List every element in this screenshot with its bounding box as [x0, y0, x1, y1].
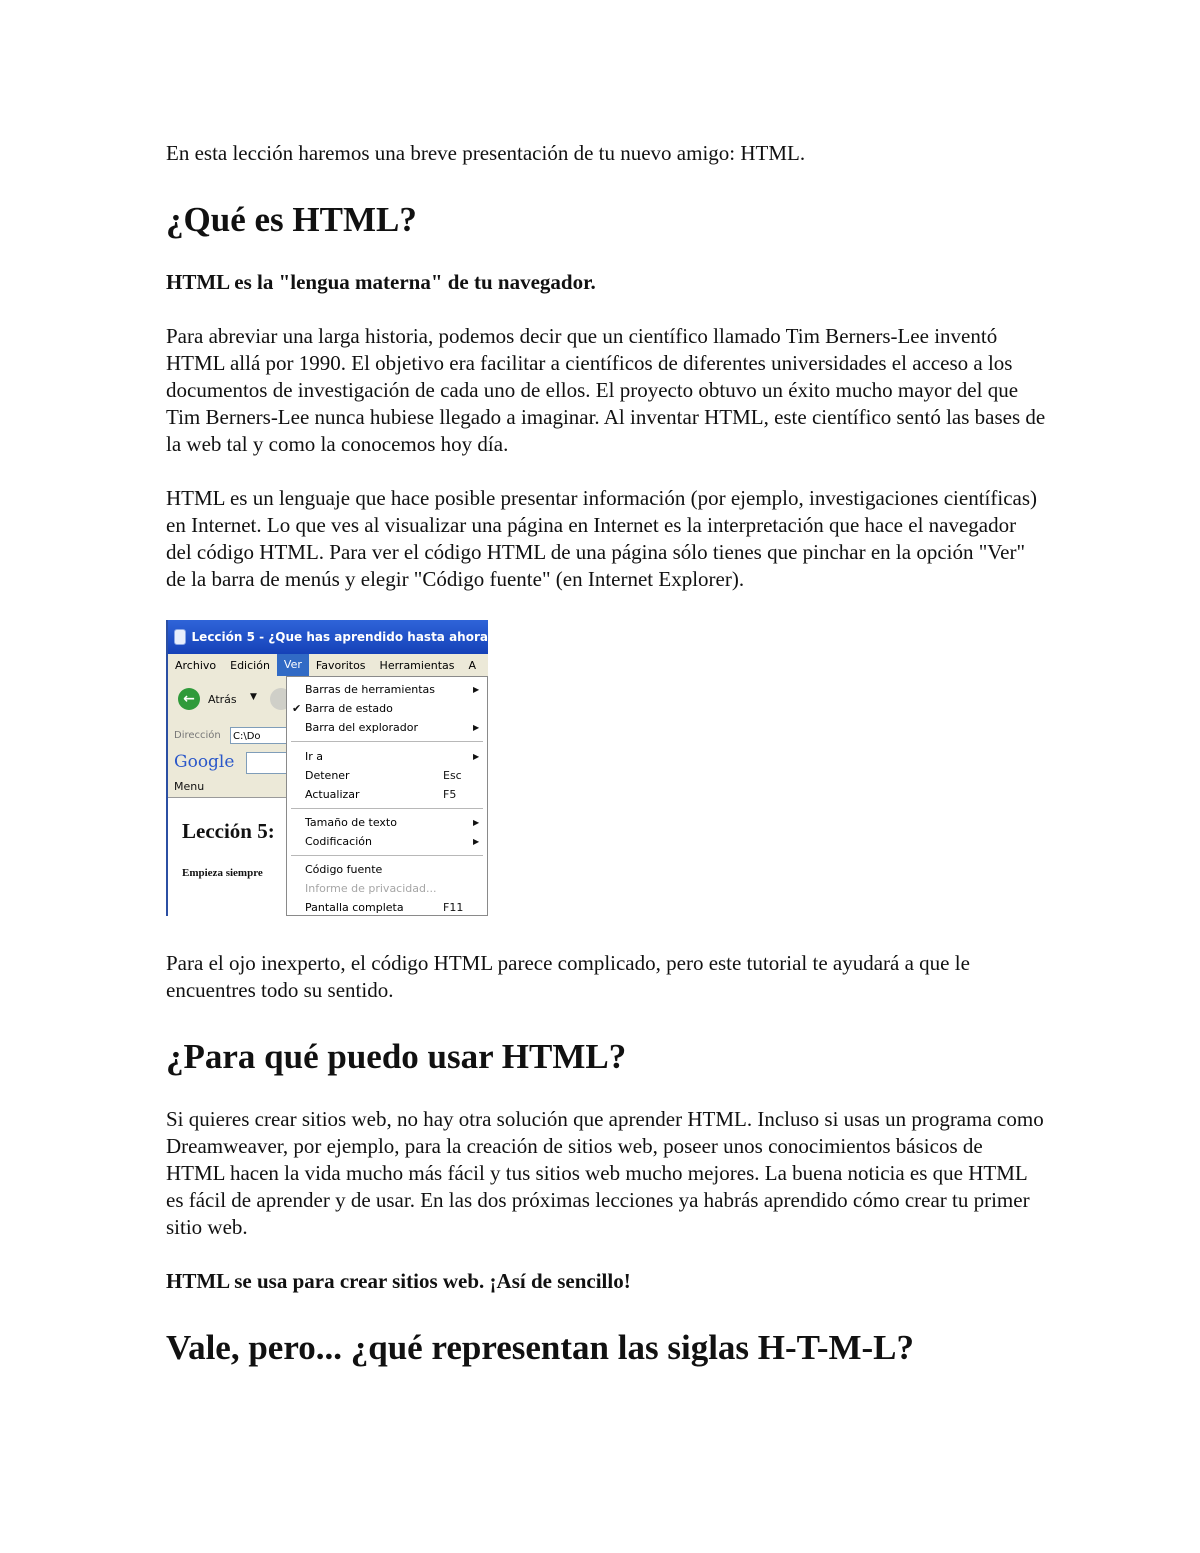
- menu-item-status-bar[interactable]: Barra de estado: [305, 702, 393, 715]
- submenu-arrow-icon: ▶: [473, 723, 480, 732]
- browser-screenshot-figure: [166, 620, 488, 916]
- intro-paragraph: En esta lección haremos una breve presentación de tu nuevo amigo: HTML.: [166, 141, 806, 165]
- address-bar: [168, 724, 286, 748]
- paragraph-language: HTML es un lenguaje que hace posible presentar información (por ejemplo, investigaciones científicas) en Internet. Lo que ves al visualizar una página en Internet es la interpretación que hace el navegador del código HTML. Para ver el código HTML de una página sólo tienes que pinchar en la opción "Ver" de la barra de menús y elegir "Código fuente" (en Internet Explorer).: [166, 486, 1037, 591]
- menu-edicion[interactable]: Edición: [230, 658, 270, 672]
- heading-what-for: ¿Para qué puedo usar HTML?: [166, 1037, 627, 1076]
- paragraph-history: Para abreviar una larga historia, podemos decir que un científico llamado Tim Berners-Lee inventó HTML allá por 1990. El objetivo era facilitar a científicos de diferentes universidades el acceso a los documentos de investigación de cada uno de ellos. El proyecto obtuvo un éxito mucho mayor del que Tim Berners-Lee nunca hubiese llegado a imaginar. Al inventar HTML, este científico sentó las bases de la web tal y como la conocemos hoy día.: [166, 324, 1046, 456]
- menu-item-text-size[interactable]: Tamaño de texto: [305, 816, 397, 829]
- submenu-arrow-icon: ▶: [473, 752, 480, 761]
- menu-item-explorer-bar[interactable]: Barra del explorador: [305, 721, 419, 734]
- menu-ayuda[interactable]: A: [468, 658, 477, 672]
- document-page: [166, 140, 1046, 1368]
- window-title: Lección 5 - ¿Que has aprendido hasta ahora: [191, 630, 488, 644]
- menu-item-source-code[interactable]: Código fuente: [305, 863, 383, 876]
- menu-item-stop[interactable]: Detener: [305, 769, 350, 782]
- window-titlebar: [168, 620, 488, 654]
- lesson-subtitle: Empieza siempre: [182, 867, 263, 879]
- menu-item-privacy-report: Informe de privacidad...: [305, 882, 437, 895]
- menu-separator: [291, 741, 483, 742]
- back-button-label[interactable]: Atrás: [208, 693, 237, 706]
- tagline-simple: HTML se usa para crear sitios web. ¡Así de sencillo!: [166, 1269, 631, 1293]
- shortcut-stop: Esc: [443, 769, 462, 782]
- menu-item-encoding[interactable]: Codificación: [305, 835, 372, 848]
- heading-acronym: Vale, pero... ¿qué representan las siglas H-T-M-L?: [166, 1328, 915, 1367]
- google-logo[interactable]: Google: [174, 752, 235, 772]
- paragraph-create-sites: Si quieres crear sitios web, no hay otra solución que aprender HTML. Incluso si usas un programa como Dreamweaver, por ejemplo, para la creación de sitios web, poseer unos conocimientos básicos de HTML hacen la vida mucho más fácil y tus sitios web mucho mejores. La buena noticia es que HTML es fácil de aprender y de usar. En las dos próximas lecciones ya habrás aprendido cómo crear tu primer sitio web.: [166, 1107, 1044, 1239]
- shortcut-refresh: F5: [443, 788, 457, 801]
- menu-item-toolbars[interactable]: Barras de herramientas: [305, 683, 435, 696]
- paragraph-inexpert-eye: Para el ojo inexperto, el código HTML parece complicado, pero este tutorial te ayudará a que le encuentres todo su sentido.: [166, 951, 970, 1002]
- submenu-arrow-icon: ▶: [473, 837, 480, 846]
- menu-favoritos[interactable]: Favoritos: [315, 658, 366, 672]
- back-arrow-icon[interactable]: ←: [178, 688, 200, 710]
- ie-icon: [174, 629, 186, 645]
- page-content-area: [168, 799, 286, 916]
- menu-item-refresh[interactable]: Actualizar: [305, 788, 360, 801]
- menu-herramientas[interactable]: Herramientas: [379, 658, 455, 672]
- checkmark-icon: ✔: [292, 702, 302, 715]
- address-label: Dirección: [174, 730, 221, 741]
- ver-dropdown-menu: [286, 676, 488, 916]
- submenu-arrow-icon: ▶: [473, 685, 480, 694]
- shortcut-fullscreen: F11: [443, 901, 464, 914]
- google-toolbar: [168, 748, 286, 776]
- menu-bar: [168, 654, 488, 676]
- tagline-mother-tongue: HTML es la "lengua materna" de tu navegador.: [166, 270, 596, 294]
- menu-separator: [291, 855, 483, 856]
- submenu-arrow-icon: ▶: [473, 818, 480, 827]
- address-input[interactable]: C:\Do: [230, 727, 290, 744]
- heading-what-is-html: ¿Qué es HTML?: [166, 200, 417, 239]
- browser-toolbar: [168, 676, 286, 724]
- menu-separator: [291, 808, 483, 809]
- menu-ver[interactable]: Ver: [277, 654, 309, 676]
- menu-item-fullscreen[interactable]: Pantalla completa: [305, 901, 404, 914]
- menu-item-goto[interactable]: Ir a: [305, 750, 324, 763]
- lesson-title: Lección 5:: [182, 819, 275, 843]
- back-dropdown-icon[interactable]: ▼: [250, 692, 257, 702]
- page-menu-label: Menu: [168, 776, 286, 798]
- menu-archivo[interactable]: Archivo: [175, 658, 217, 672]
